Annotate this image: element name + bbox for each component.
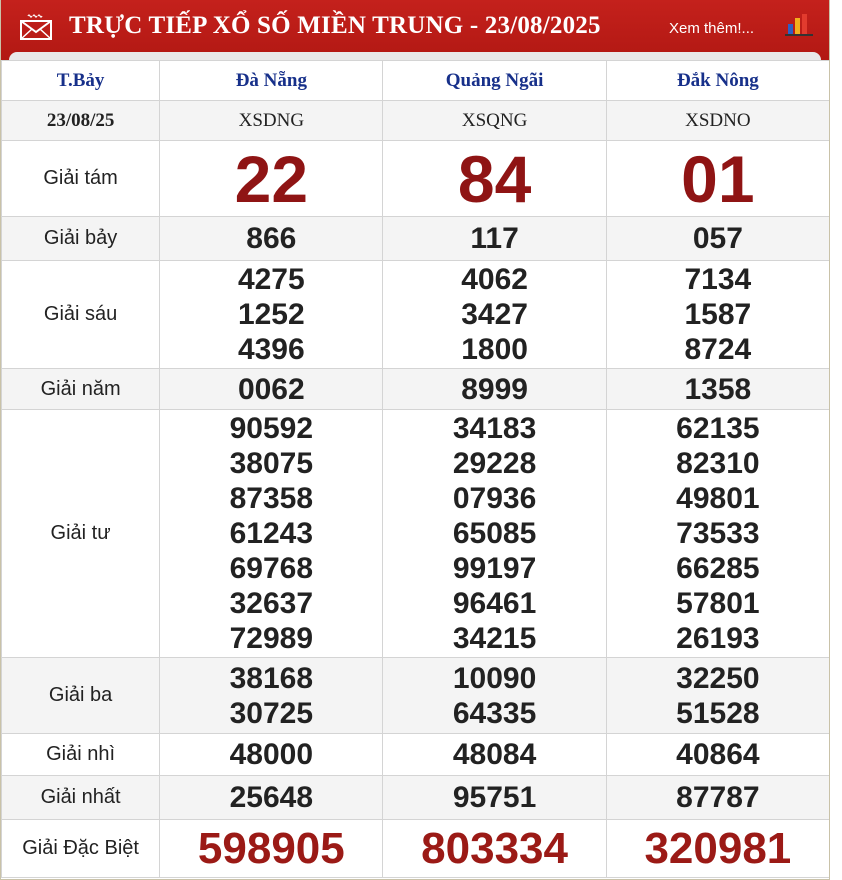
prize-cell bbox=[383, 820, 606, 878]
prize-row bbox=[2, 141, 830, 217]
prize-number: 34183 bbox=[452, 412, 537, 445]
prize-number: 38168 bbox=[229, 661, 314, 695]
prize-cell bbox=[383, 369, 606, 410]
prize-cell bbox=[160, 658, 383, 734]
prize-cell bbox=[606, 820, 829, 878]
prize-cell bbox=[606, 410, 829, 658]
prize-number: 01 bbox=[681, 141, 755, 216]
prize-cell bbox=[606, 217, 829, 261]
prize-cell bbox=[383, 776, 606, 820]
prize-number: 73533 bbox=[676, 517, 760, 550]
prize-number: 3427 bbox=[461, 298, 528, 331]
page-title: TRỰC TIẾP XỔ SỐ MIỀN TRUNG - 23/08/2025 bbox=[69, 12, 601, 39]
prize-number: 8999 bbox=[461, 372, 528, 406]
prize-number: 8724 bbox=[684, 333, 752, 366]
prize-number: 48084 bbox=[452, 738, 537, 771]
prize-cell bbox=[160, 734, 383, 776]
prize-label: Giải nhất bbox=[2, 776, 160, 820]
panel-header bbox=[1, 0, 829, 60]
code-row bbox=[2, 101, 830, 141]
province-name[interactable]: Đắk Nông bbox=[606, 61, 829, 101]
prize-row bbox=[2, 261, 830, 369]
prize-number: 320981 bbox=[644, 823, 792, 873]
day-of-week: T.Bảy bbox=[2, 61, 160, 101]
prize-number: 1252 bbox=[237, 298, 305, 331]
prize-number: 598905 bbox=[197, 823, 345, 873]
province-name[interactable]: Đà Nẵng bbox=[160, 61, 383, 101]
prize-label: Giải sáu bbox=[2, 261, 160, 369]
see-more-link[interactable]: Xem thêm!... bbox=[669, 20, 755, 37]
prize-number: 30725 bbox=[229, 696, 314, 730]
prize-cell bbox=[606, 369, 829, 410]
prize-row bbox=[2, 369, 830, 410]
prize-number: 34215 bbox=[452, 622, 537, 655]
prize-number: 32250 bbox=[676, 661, 760, 695]
prize-number: 84 bbox=[457, 141, 532, 216]
prize-number: 057 bbox=[692, 222, 743, 255]
prize-label: Giải bảy bbox=[2, 217, 160, 261]
province-code: XSDNO bbox=[606, 101, 829, 141]
prize-row bbox=[2, 658, 830, 734]
prize-number: 95751 bbox=[452, 781, 537, 814]
prize-cell bbox=[606, 141, 829, 217]
prize-number: 64335 bbox=[452, 696, 537, 730]
prize-number: 57801 bbox=[676, 587, 760, 620]
prize-cell bbox=[606, 734, 829, 776]
prize-cell bbox=[606, 658, 829, 734]
prize-cell bbox=[160, 141, 383, 217]
prize-number: 87358 bbox=[229, 482, 314, 515]
prize-number: 26193 bbox=[676, 622, 760, 655]
prize-number: 1800 bbox=[461, 333, 528, 366]
province-name[interactable]: Quảng Ngãi bbox=[383, 61, 606, 101]
lottery-results-table bbox=[1, 60, 830, 878]
prize-number: 0062 bbox=[237, 372, 305, 406]
prize-cell bbox=[160, 776, 383, 820]
prize-row bbox=[2, 217, 830, 261]
prize-cell bbox=[160, 217, 383, 261]
prize-row bbox=[2, 820, 830, 878]
prize-number: 48000 bbox=[229, 738, 314, 771]
prize-cell bbox=[160, 261, 383, 369]
prize-number: 87787 bbox=[676, 781, 760, 814]
prize-number: 72989 bbox=[229, 622, 314, 655]
prize-number: 99197 bbox=[452, 552, 537, 585]
prize-number: 4062 bbox=[461, 263, 528, 296]
prize-number: 62135 bbox=[676, 412, 760, 445]
prize-row bbox=[2, 734, 830, 776]
prize-number: 22 bbox=[234, 141, 309, 216]
bar-chart-icon[interactable] bbox=[785, 12, 813, 36]
envelope-icon bbox=[19, 14, 53, 40]
prize-number: 4275 bbox=[237, 263, 305, 296]
prize-number: 82310 bbox=[676, 447, 760, 480]
prize-number: 7134 bbox=[684, 263, 752, 296]
prize-cell bbox=[383, 734, 606, 776]
prize-row bbox=[2, 410, 830, 658]
prize-number: 38075 bbox=[229, 447, 314, 480]
draw-date: 23/08/25 bbox=[2, 101, 160, 141]
prize-cell bbox=[383, 217, 606, 261]
prize-cell bbox=[383, 261, 606, 369]
prize-number: 51528 bbox=[676, 696, 760, 730]
province-code: XSQNG bbox=[383, 101, 606, 141]
prize-row bbox=[2, 776, 830, 820]
prize-cell bbox=[606, 261, 829, 369]
prize-number: 29228 bbox=[452, 447, 537, 480]
prize-label: Giải năm bbox=[2, 369, 160, 410]
prize-cell bbox=[606, 776, 829, 820]
prize-cell bbox=[383, 141, 606, 217]
prize-label: Giải tám bbox=[2, 141, 160, 217]
prize-number: 61243 bbox=[229, 517, 314, 550]
prize-number: 1587 bbox=[684, 298, 752, 331]
prize-number: 4396 bbox=[237, 333, 305, 366]
prize-number: 866 bbox=[246, 222, 297, 255]
prize-cell bbox=[383, 658, 606, 734]
prize-cell bbox=[383, 410, 606, 658]
prize-label: Giải tư bbox=[2, 410, 160, 658]
prize-number: 40864 bbox=[676, 738, 760, 771]
province-header-row bbox=[2, 61, 830, 101]
prize-number: 07936 bbox=[452, 482, 537, 515]
prize-number: 1358 bbox=[684, 372, 752, 406]
prize-label: Giải Đặc Biệt bbox=[2, 820, 160, 878]
prize-number: 49801 bbox=[676, 482, 760, 515]
prize-cell bbox=[160, 410, 383, 658]
prize-number: 69768 bbox=[229, 552, 314, 585]
prize-number: 66285 bbox=[676, 552, 760, 585]
prize-number: 96461 bbox=[452, 587, 537, 620]
prize-number: 65085 bbox=[452, 517, 537, 550]
prize-number: 117 bbox=[470, 222, 519, 255]
prize-cell bbox=[160, 369, 383, 410]
prize-label: Giải ba bbox=[2, 658, 160, 734]
province-code: XSDNG bbox=[160, 101, 383, 141]
prize-number: 90592 bbox=[229, 412, 314, 445]
prize-label: Giải nhì bbox=[2, 734, 160, 776]
prize-number: 25648 bbox=[229, 781, 314, 814]
prize-cell bbox=[160, 820, 383, 878]
prize-number: 803334 bbox=[421, 823, 568, 873]
prize-number: 32637 bbox=[229, 587, 314, 620]
prize-number: 10090 bbox=[452, 661, 537, 695]
